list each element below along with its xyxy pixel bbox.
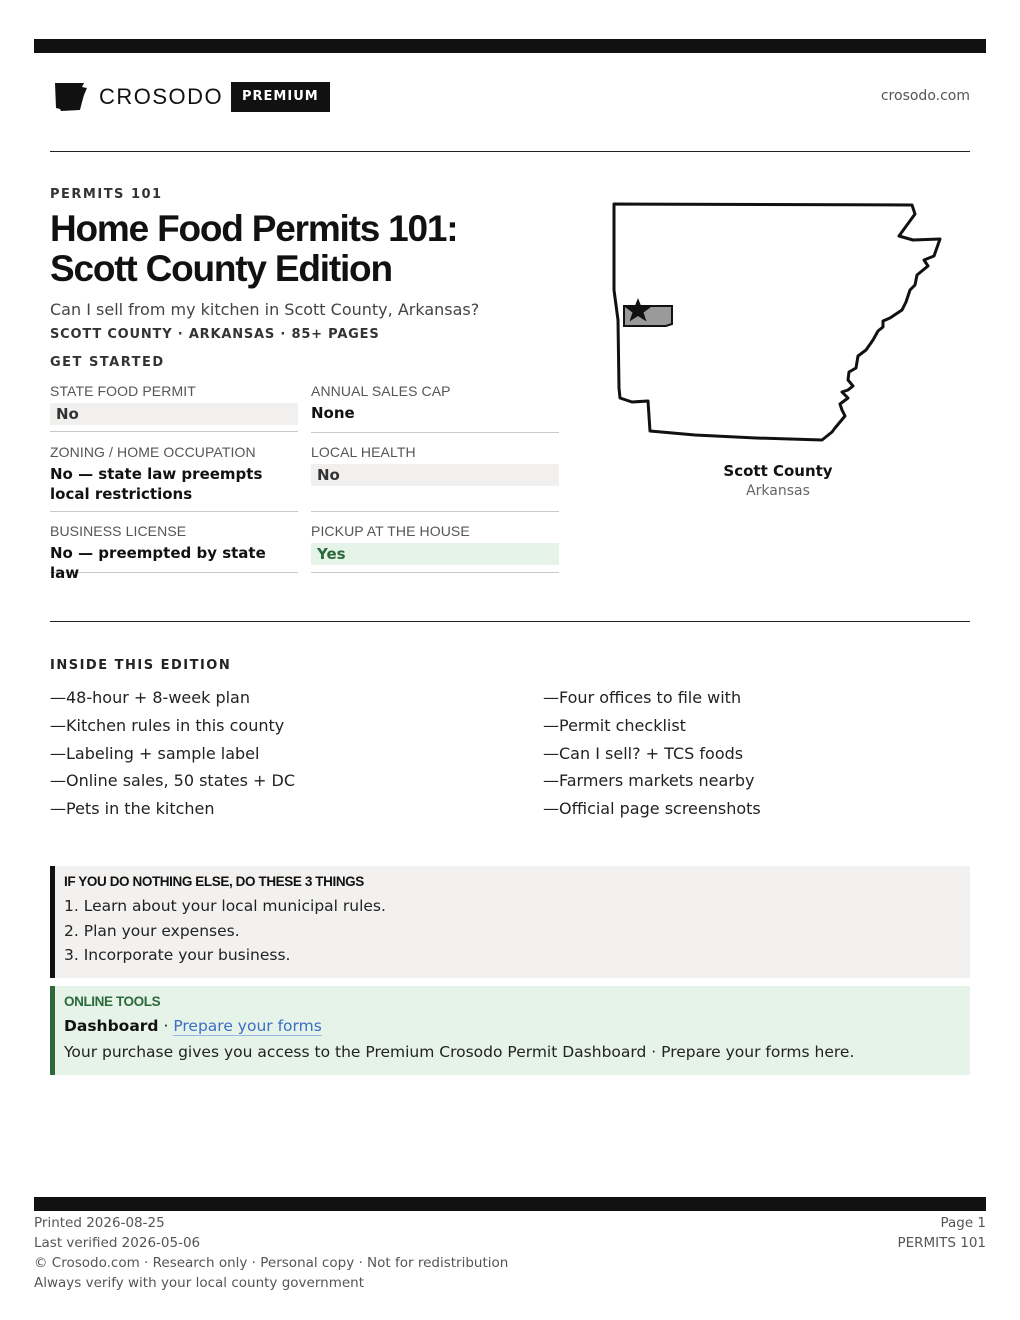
section-divider bbox=[50, 621, 970, 622]
dashboard-label: Dashboard bbox=[64, 1017, 159, 1035]
list-item: —Pets in the kitchen bbox=[50, 799, 215, 819]
disclaimer: Always verify with your local county government bbox=[34, 1275, 364, 1291]
field-business-license bbox=[50, 522, 298, 582]
site-header bbox=[50, 78, 970, 118]
callout-item: 3. Incorporate your business. bbox=[64, 946, 291, 964]
footer-right bbox=[897, 1213, 986, 1253]
inside-list-right bbox=[543, 684, 761, 823]
list-item: —Official page screenshots bbox=[543, 799, 761, 819]
footer-left bbox=[34, 1213, 508, 1293]
tools-description: Your purchase gives you access to the Premium Crosodo Permit Dashboard · Prepare your forms here. bbox=[64, 1043, 855, 1061]
list-item: —Four offices to file with bbox=[543, 688, 742, 707]
premium-badge: PREMIUM bbox=[231, 82, 330, 112]
separator: · bbox=[158, 1017, 174, 1035]
field-label: ANNUAL SALES CAP bbox=[311, 383, 451, 399]
list-item: —Can I sell? + TCS foods bbox=[543, 743, 744, 763]
footer-bar bbox=[34, 1197, 986, 1211]
field-label: ZONING / HOME OCCUPATION bbox=[50, 444, 256, 460]
arkansas-map bbox=[610, 200, 946, 446]
list-item: —Online sales, 50 states + DC bbox=[50, 771, 296, 791]
inside-list-left bbox=[50, 684, 295, 823]
online-tools-callout bbox=[50, 986, 970, 1075]
edition-meta: SCOTT COUNTY · ARKANSAS · 85+ PAGES bbox=[50, 327, 380, 342]
dashboard-line bbox=[64, 1014, 970, 1038]
online-tools-heading: ONLINE TOOLS bbox=[64, 994, 161, 1009]
field-label: LOCAL HEALTH bbox=[311, 444, 416, 460]
callout-item: 2. Plan your expenses. bbox=[64, 921, 240, 940]
site-domain[interactable]: crosodo.com bbox=[880, 88, 970, 104]
field-value: No — state law preempts local restrictions bbox=[50, 465, 263, 503]
field-value: None bbox=[311, 404, 355, 422]
footer-section: PERMITS 101 bbox=[897, 1235, 986, 1251]
list-item: —Permit checklist bbox=[543, 715, 686, 735]
field-annual-sales-cap bbox=[311, 382, 559, 433]
three-things-callout bbox=[50, 866, 970, 978]
field-state-food-permit bbox=[50, 382, 298, 432]
field-pickup bbox=[311, 522, 559, 573]
header-divider bbox=[50, 151, 970, 152]
field-label: PICKUP AT THE HOUSE bbox=[311, 523, 470, 539]
section-eyebrow: PERMITS 101 bbox=[50, 187, 163, 202]
prepare-forms-link[interactable]: Prepare your forms bbox=[173, 1017, 322, 1035]
map-county-name: Scott County bbox=[723, 462, 833, 480]
copyright: © Crosodo.com · Research only · Personal copy · Not for redistribution bbox=[34, 1255, 509, 1271]
field-value: No bbox=[50, 403, 298, 425]
arkansas-logo-icon bbox=[54, 82, 88, 112]
page-subtitle: Can I sell from my kitchen in Scott County, Arkansas? bbox=[50, 300, 480, 319]
list-item: —Labeling + sample label bbox=[50, 743, 260, 763]
callout-item: 1. Learn about your local municipal rules. bbox=[64, 897, 386, 915]
page-number: Page 1 bbox=[940, 1215, 986, 1231]
field-value: No — preempted by state law bbox=[50, 544, 266, 582]
map-state-name: Arkansas bbox=[746, 483, 810, 499]
inside-edition-heading: INSIDE THIS EDITION bbox=[50, 658, 232, 673]
field-zoning bbox=[50, 443, 298, 512]
verified-date: Last verified 2026-05-06 bbox=[34, 1235, 201, 1251]
page-title: Home Food Permits 101: Scott County Edition bbox=[50, 208, 458, 289]
callout-heading: IF YOU DO NOTHING ELSE, DO THESE 3 THINGS bbox=[64, 874, 364, 889]
field-label: BUSINESS LICENSE bbox=[50, 523, 187, 539]
printed-date: Printed 2026-08-25 bbox=[34, 1215, 165, 1231]
list-item: —Kitchen rules in this county bbox=[50, 715, 285, 735]
list-item: —Farmers markets nearby bbox=[543, 771, 755, 791]
top-bar bbox=[34, 39, 986, 53]
field-value: No bbox=[311, 464, 559, 486]
brand-name[interactable]: CROSODO bbox=[99, 84, 224, 109]
list-item: —48-hour + 8-week plan bbox=[50, 688, 250, 707]
get-started-heading: GET STARTED bbox=[50, 355, 165, 370]
field-value: Yes bbox=[311, 543, 559, 565]
field-local-health bbox=[311, 443, 559, 512]
field-label: STATE FOOD PERMIT bbox=[50, 383, 196, 399]
